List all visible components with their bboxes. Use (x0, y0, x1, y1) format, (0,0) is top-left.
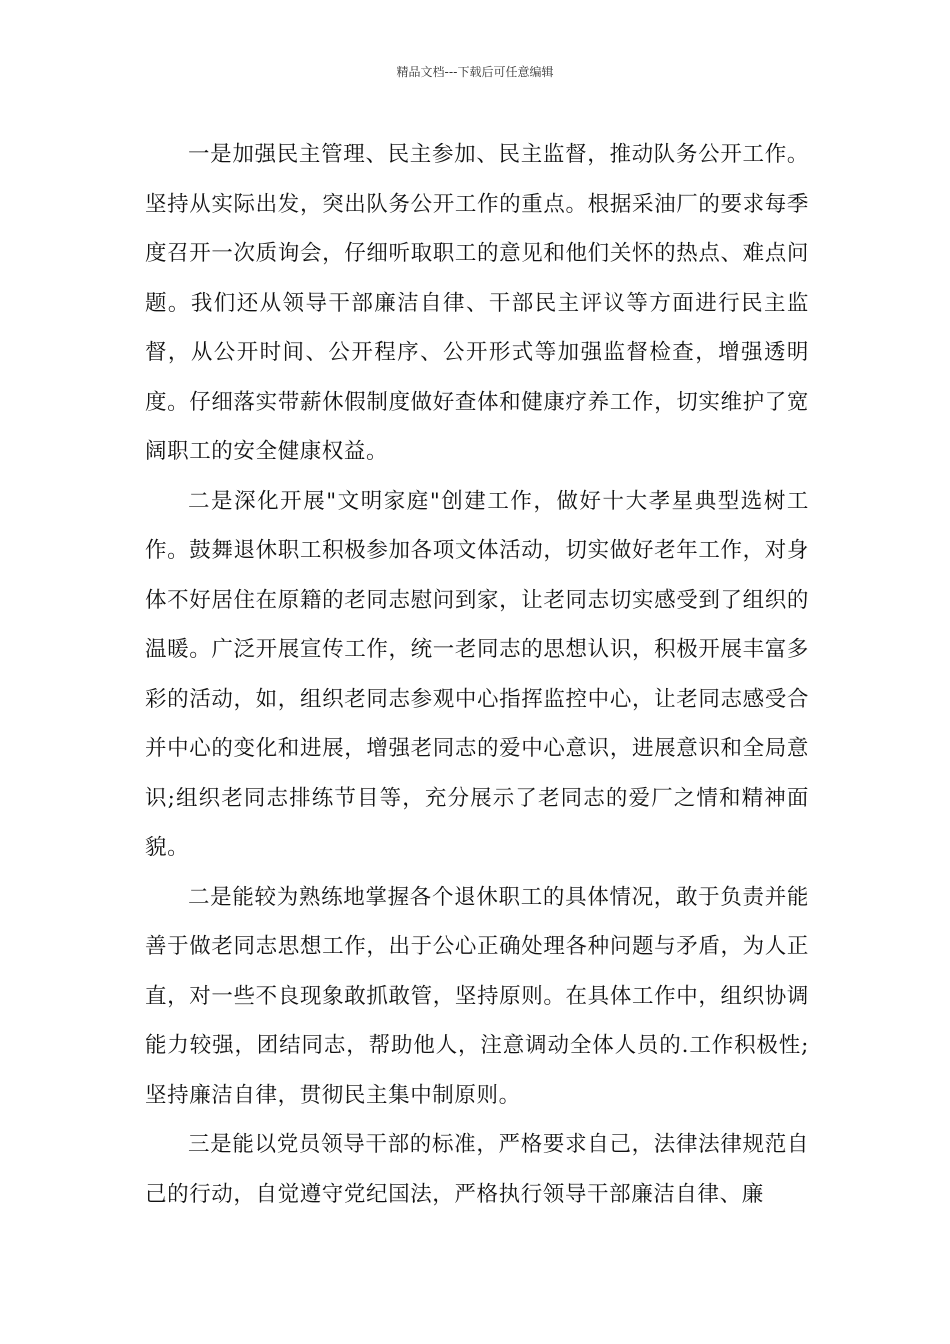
paragraph-4: 三是能以党员领导干部的标准，严格要求自己，法律法律规范自己的行动，自觉遵守党纪国法，严格执行领导干部廉洁自律、廉 (145, 1132, 809, 1207)
paragraph-3: 二是能较为熟练地掌握各个退休职工的具体情况，敢于负责并能善于做老同志思想工作，出于公心正确处理各种问题与矛盾，为人正直，对一些不良现象敢抓敢管，坚持原则。在具体工作中，组织协调能力较强，团结同志，帮助他人，注意调动全体人员的.工作积极性;坚持廉洁自律，贯彻民主集中制原则。 (145, 884, 809, 1108)
paragraph-1: 一是加强民主管理、民主参加、民主监督，推动队务公开工作。坚持从实际出发，突出队务公开工作的重点。根据采油厂的要求每季度召开一次质询会，仔细听取职工的意见和他们关怀的热点、难点问题。我们还从领导干部廉洁自律、干部民主评议等方面进行民主监督，从公开时间、公开程序、公开形式等加强监督检查，增强透明度。仔细落实带薪休假制度做好查体和健康疗养工作，切实维护了宽阔职工的安全健康权益。 (145, 142, 809, 464)
paragraph-2: 二是深化开展"文明家庭"创建工作，做好十大孝星典型选树工作。鼓舞退休职工积极参加各项文体活动，切实做好老年工作，对身体不好居住在原籍的老同志慰问到家，让老同志切实感受到了组织的温暖。广泛开展宣传工作，统一老同志的思想认识，积极开展丰富多彩的活动，如，组织老同志参观中心指挥监控中心，让老同志感受合并中心的变化和进展，增强老同志的爱中心意识，进展意识和全局意识;组织老同志排练节目等，充分展示了老同志的爱厂之情和精神面貌。 (145, 488, 809, 860)
page-header: 精品文档---下载后可任意编辑 (396, 65, 554, 79)
document-body (145, 130, 809, 1219)
